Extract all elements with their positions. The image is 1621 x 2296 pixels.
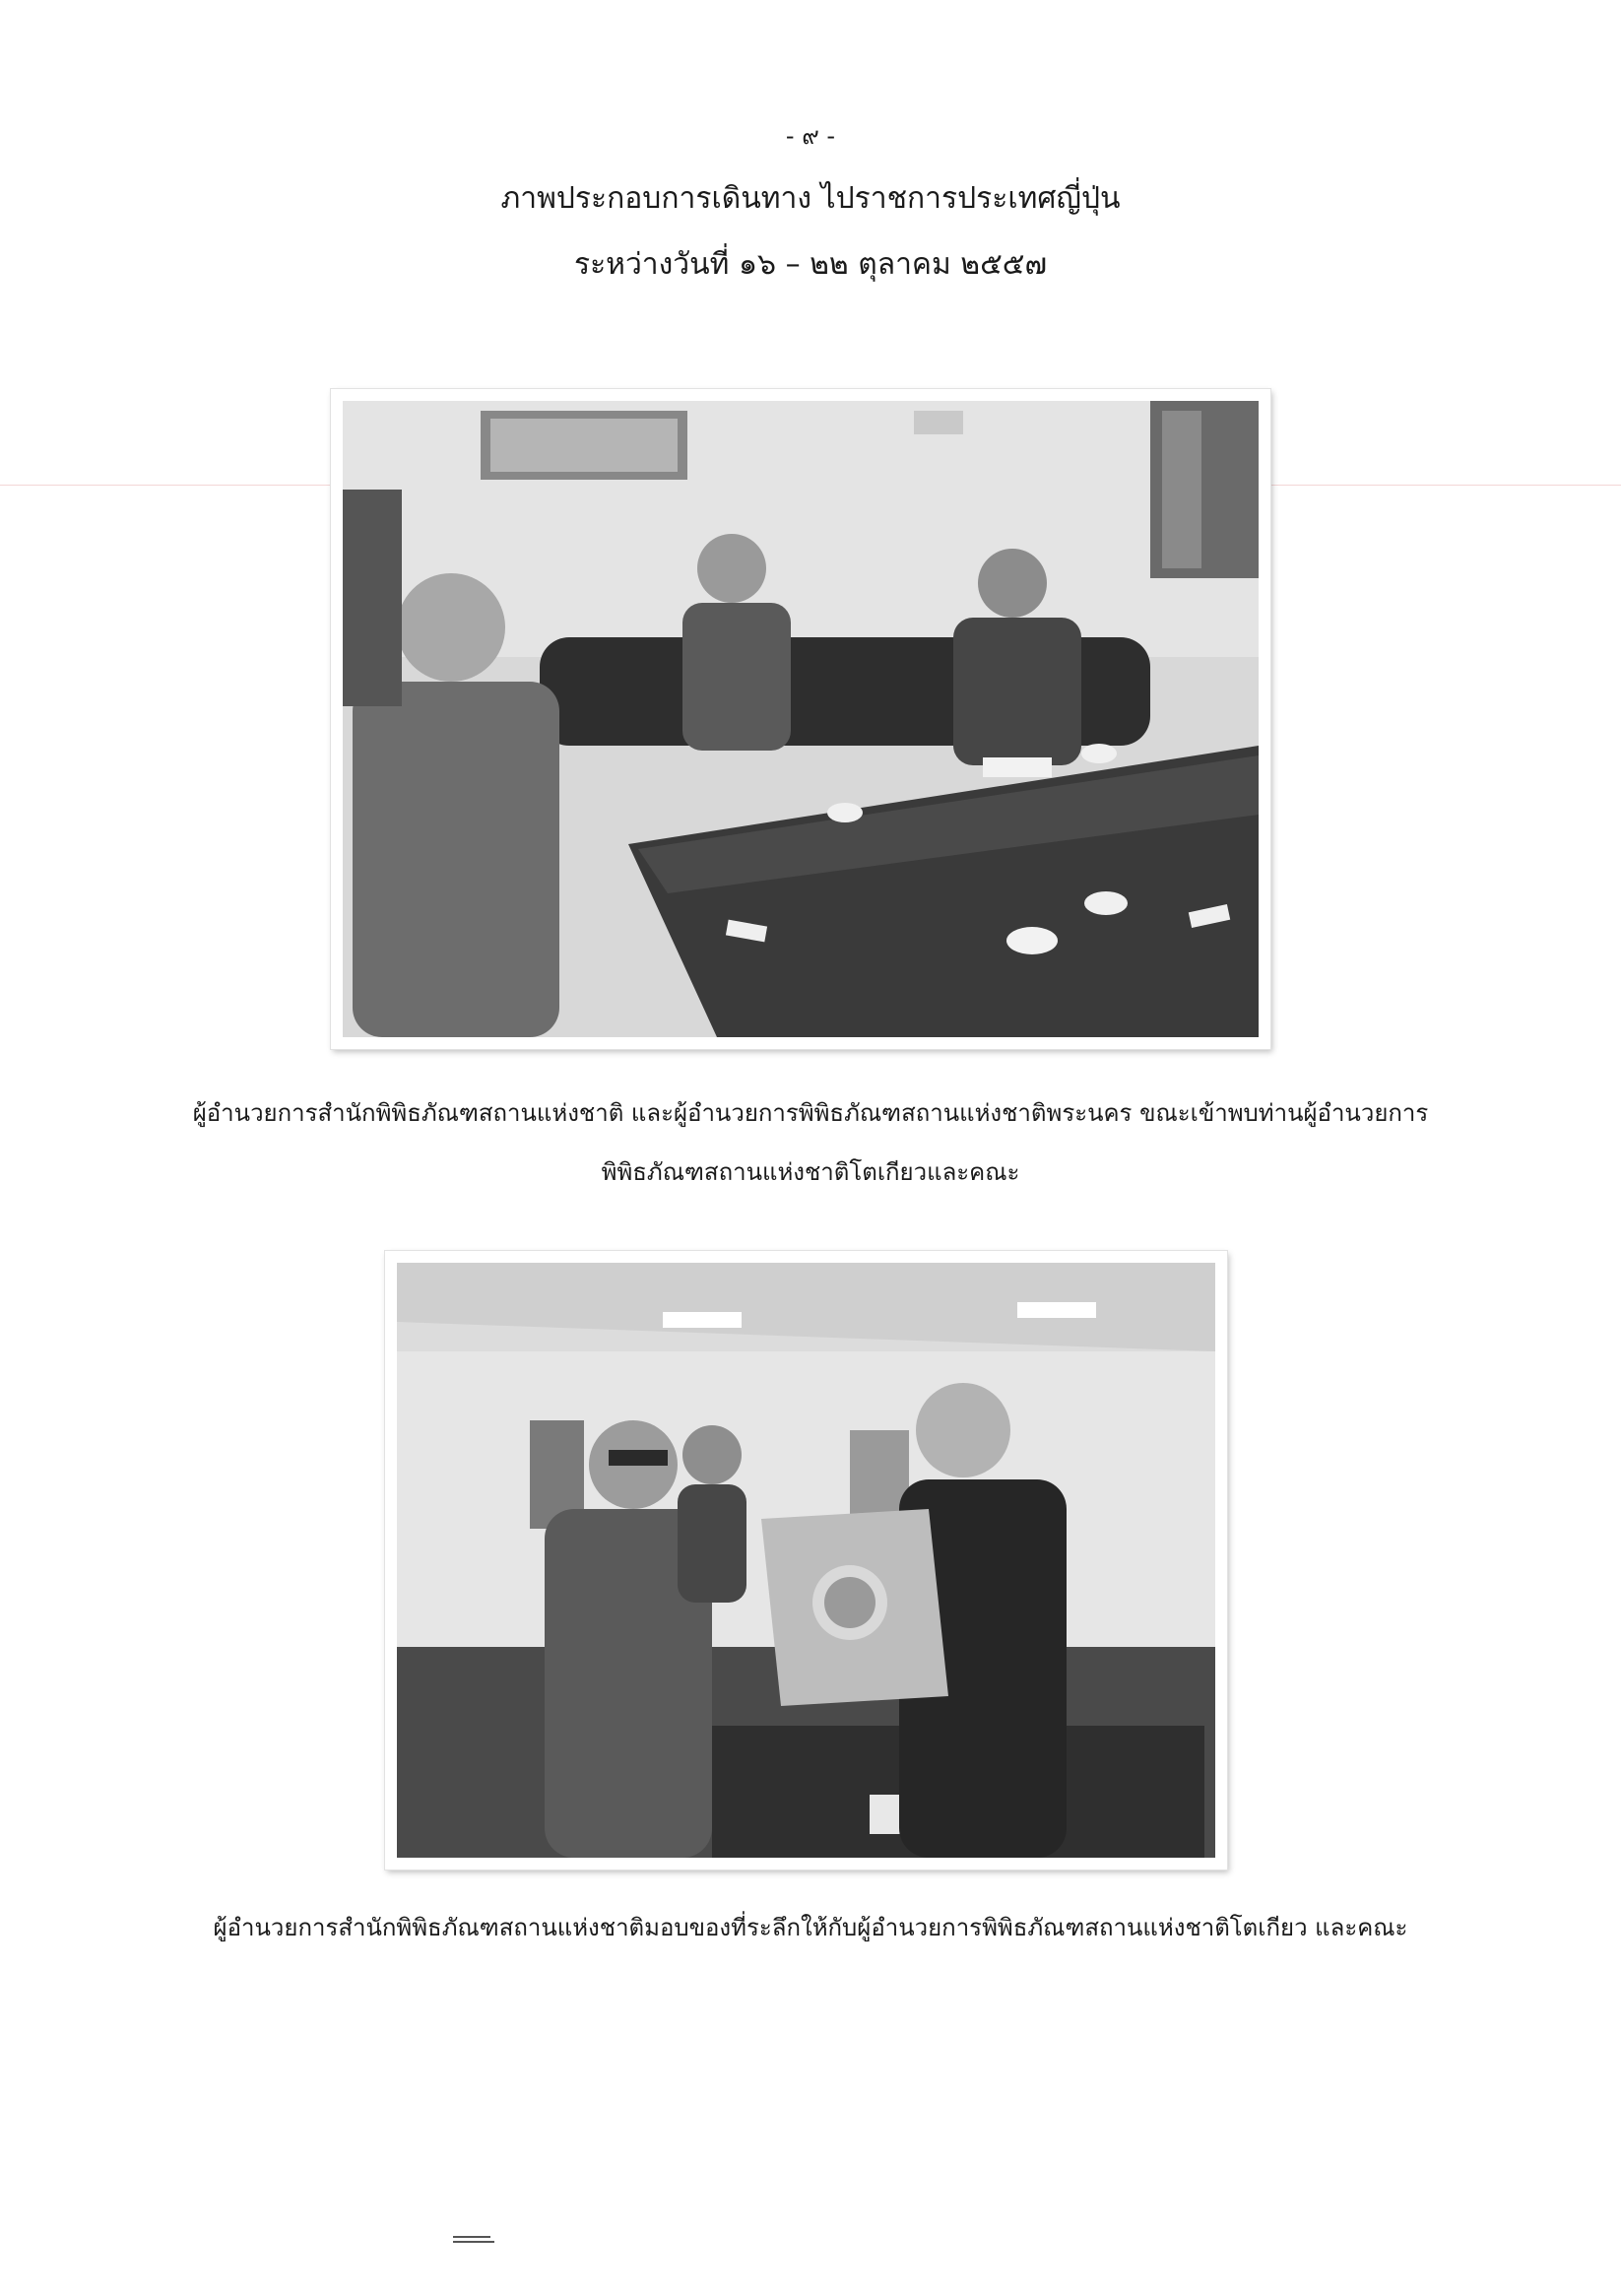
photo-meeting [331,389,1270,1049]
photo-gift-handover-caption [0,1898,1621,1957]
page-number: - ๙ - [785,122,836,150]
scan-mark [453,2236,494,2246]
page-title: ภาพประกอบการเดินทาง ไปราชการประเทศญี่ปุ่น [500,181,1121,216]
caption-line: พิพิธภัณฑสถานแห่งชาติโตเกียวและคณะ [601,1158,1020,1186]
page-subtitle-date: ระหว่างวันที่ ๑๖ – ๒๒ ตุลาคม ๒๕๕๗ [573,247,1048,282]
caption-line: ผู้อำนวยการสำนักพิพิธภัณฑสถานแห่งชาติมอบของที่ระลึกให้กับผู้อำนวยการพิพิธภัณฑสถานแห่งชาติโตเกียว และคณะ [213,1914,1408,1941]
photo-meeting-caption [0,1083,1621,1202]
caption-line: ผู้อำนวยการสำนักพิพิธภัณฑสถานแห่งชาติ และผู้อำนวยการพิพิธภัณฑสถานแห่งชาติพระนคร ขณะเข้าพบท่านผู้อำนวยการ [192,1099,1429,1127]
photo-gift-handover-image [397,1263,1215,1858]
photo-meeting-image [343,401,1259,1037]
photo-gift-handover [385,1251,1227,1870]
